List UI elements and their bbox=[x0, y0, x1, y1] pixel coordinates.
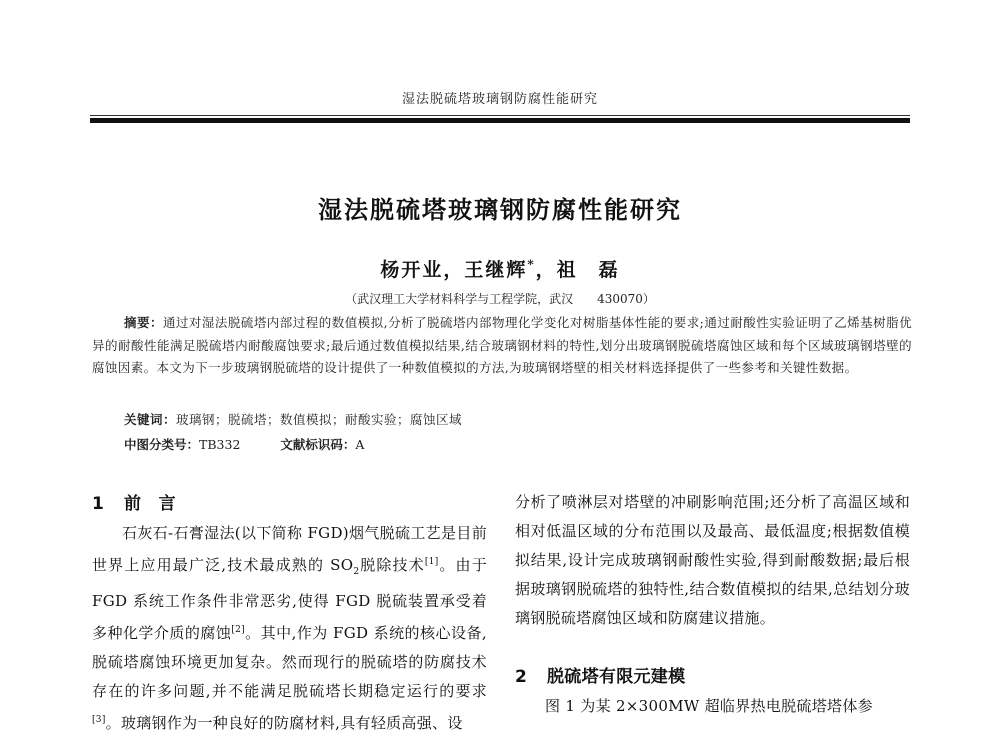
section-2-heading bbox=[515, 663, 910, 692]
section-1-number: 1 bbox=[92, 494, 105, 514]
author-list bbox=[0, 255, 1000, 282]
author-1: 杨开业， bbox=[380, 259, 465, 281]
doc-code-label: 文献标识码： bbox=[280, 437, 356, 452]
affiliation: （武汉理工大学材料科学与工程学院，武汉 430070） bbox=[345, 292, 655, 306]
clc-label: 中图分类号： bbox=[124, 437, 200, 452]
section-1-title: 前 言 bbox=[124, 494, 176, 514]
section-1-heading bbox=[92, 490, 487, 519]
running-header: 湿法脱硫塔玻璃钢防腐性能研究 bbox=[401, 92, 598, 107]
section-2-paragraph: 图 1 为某 2×300MW 超临界热电脱硫塔塔体参 bbox=[545, 697, 873, 715]
keywords bbox=[124, 410, 462, 428]
paper-title: 湿法脱硫塔玻璃钢防腐性能研究 bbox=[318, 196, 682, 224]
section-1-paragraph bbox=[92, 519, 487, 738]
header-rule-thin bbox=[90, 115, 910, 116]
author-3: ，祖 磊 bbox=[535, 259, 620, 281]
text-run: 石灰石-石膏湿法(以下简称 FGD)烟气脱硫工艺是目前世界上应用最广泛,技术最成熟的 SO bbox=[92, 524, 487, 574]
subscript: 2 bbox=[353, 567, 360, 577]
right-column bbox=[515, 488, 910, 721]
section-1-continuation: 分析了喷淋层对塔壁的冲刷影响范围;还分析了高温区域和相对低温区域的分布范围以及最高、最低温度;根据数值模拟结果,设计完成玻璃钢耐酸性实验,得到耐酸数据;最后根据玻璃钢脱硫塔的独特性,结合数值模拟的结果,总结划分玻璃钢脱硫塔腐蚀区域和防腐建议措施。 bbox=[515, 493, 910, 627]
abstract bbox=[92, 312, 912, 380]
citation-3[interactable]: [3] bbox=[92, 715, 106, 725]
classification-line bbox=[124, 435, 364, 453]
doc-code-value: A bbox=[355, 437, 365, 452]
text-run: 。其中,作为 FGD 系统的核心设备,脱硫塔腐蚀环境更加复杂。然而现行的脱硫塔的防腐技术存在的许多问题,并不能满足脱硫塔长期稳定运行的要求 bbox=[92, 624, 487, 700]
keywords-text: 玻璃钢；脱硫塔；数值模拟；耐酸实验；腐蚀区域 bbox=[176, 412, 463, 427]
citation-2[interactable]: [2] bbox=[231, 625, 245, 635]
keywords-label: 关键词： bbox=[124, 412, 177, 427]
abstract-label: 摘要： bbox=[124, 315, 163, 330]
text-run: 。玻璃钢作为一种良好的防腐材料,具有轻质高强、设 bbox=[105, 714, 463, 732]
text-run: 脱除技术 bbox=[359, 556, 425, 574]
author-2: 王继辉 bbox=[464, 259, 528, 281]
corresponding-author-mark: * bbox=[527, 257, 536, 272]
clc-value: TB332 bbox=[199, 437, 241, 452]
section-2-number: 2 bbox=[515, 667, 528, 687]
section-2-title: 脱硫塔有限元建模 bbox=[547, 667, 686, 687]
citation-1[interactable]: [1] bbox=[424, 557, 439, 567]
abstract-text: 通过对湿法脱硫塔内部过程的数值模拟,分析了脱硫塔内部物理化学变化对树脂基体性能的要求;通过耐酸性实验证明了乙烯基树脂优异的耐酸性能满足脱硫塔内耐酸腐蚀要求;最后通过数值模拟结果,结合玻璃钢材料的特性,划分出玻璃钢脱硫塔腐蚀区域和每个区域玻璃钢塔壁的腐蚀因素。本文为下一步玻璃钢脱硫塔的设计提供了一种数值模拟的方法,为玻璃钢塔壁的相关材料选择提供了一些参考和关键性数据。 bbox=[92, 315, 912, 375]
text-run: 。由于 FGD 系统工作条件非常恶劣,使得 FGD 脱硫装置承受着多种化学介质的腐蚀 bbox=[92, 556, 488, 642]
left-column bbox=[92, 490, 487, 738]
header-rule-thick bbox=[90, 118, 910, 123]
